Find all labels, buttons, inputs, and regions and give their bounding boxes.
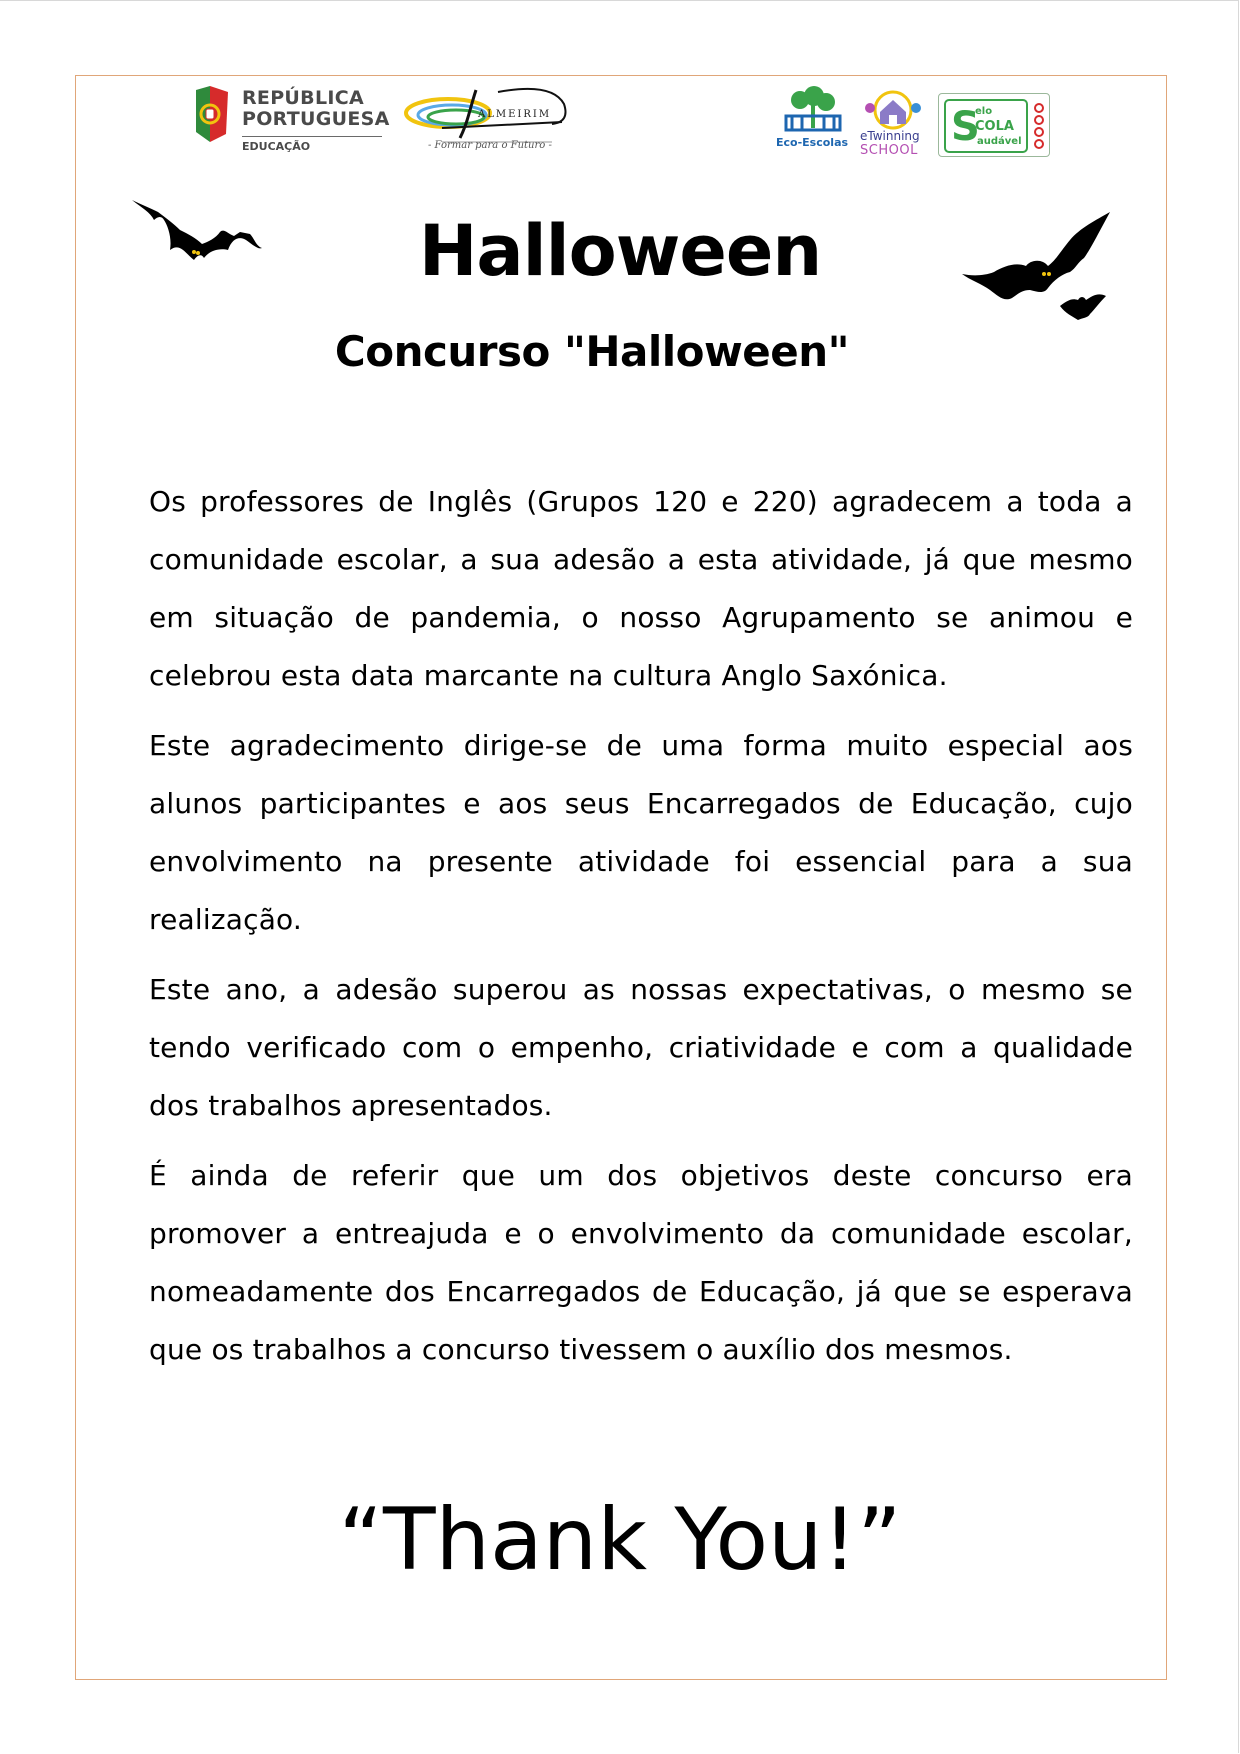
etwinning-label: eTwinning <box>860 129 920 143</box>
portuguese-republic-emblem-icon <box>188 86 230 142</box>
republica-subtitle: EDUCAÇÃO <box>242 140 311 153</box>
eco-escolas-label: Eco-Escolas <box>776 136 849 149</box>
page-subtitle: Concurso "Halloween" <box>334 327 850 376</box>
page-title: Halloween <box>418 210 822 292</box>
svg-text:S: S <box>951 104 980 150</box>
school-logo-motto: - Formar para o Futuro - <box>428 140 552 151</box>
republica-line2: PORTUGUESA <box>242 108 390 130</box>
republica-portuguesa-logo-text <box>242 88 390 152</box>
svg-text:elo: elo <box>975 106 993 117</box>
closing-thank-you: “Thank You!” <box>338 1490 902 1590</box>
republica-divider <box>242 136 382 137</box>
republica-line1: REPÚBLICA <box>242 87 364 109</box>
paragraph: Os professores de Inglês (Grupos 120 e 220) agradecem a toda a comunidade escolar, a sua adesão a esta atividade, já que mesmo em situação de pandemia, o nosso Agrupamento se animou e celebrou esta data marcante na cultura Anglo Saxónica. <box>149 485 1133 692</box>
etwinning-school-label: SCHOOL <box>860 143 918 158</box>
letter-body <box>149 473 1133 1391</box>
selo-escola-saudavel-logo <box>938 93 1050 157</box>
selo-escola-saudavel-icon <box>939 94 1051 158</box>
svg-text:audável: audável <box>977 136 1022 147</box>
school-logo-word: ALMEIRIM <box>478 109 552 120</box>
etwinning-school-icon <box>858 88 928 132</box>
paragraph: Este agradecimento dirige-se de uma forma muito especial aos alunos participantes e aos seus Encarregados de Educação, cujo envolvimento na presente atividade foi essencial para a sua realização. <box>149 729 1133 936</box>
svg-text:COLA: COLA <box>975 119 1014 134</box>
paragraph: É ainda de referir que um dos objetivos deste concurso era promover a entreajuda e o envolvimento da comunidade escolar, nomeadamente dos Encarregados de Educação, já que se esperava que os trabalhos a concurso tivessem o auxílio dos mesmos. <box>149 1159 1133 1366</box>
paragraph: Este ano, a adesão superou as nossas expectativas, o mesmo se tendo verificado com o empenho, criatividade e com a qualidade dos trabalhos apresentados. <box>149 973 1133 1122</box>
